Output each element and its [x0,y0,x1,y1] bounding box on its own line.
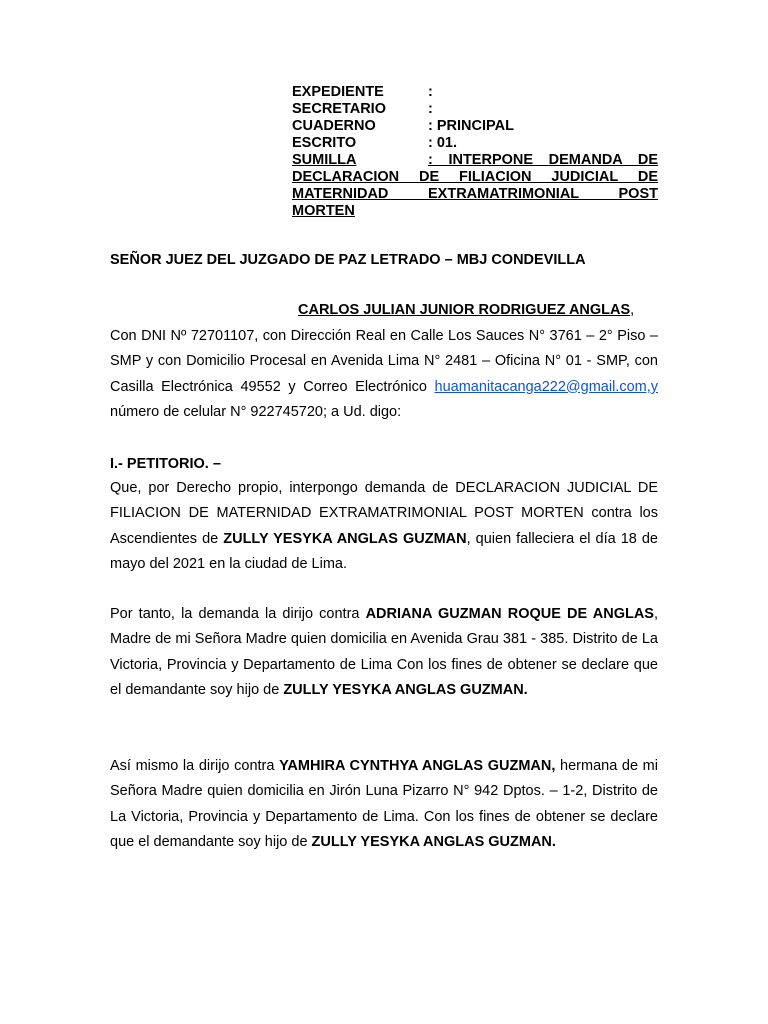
secretario-row [292,101,658,118]
escrito-label: ESCRITO [292,135,357,151]
p2-name-2: ZULLY YESYKA ANGLAS GUZMAN. [283,682,528,699]
p1-text-c: , quien falleciera el día 18 de mayo del 2021 en la ciudad de Lima. [110,530,658,573]
cuaderno-row [292,118,658,135]
sumilla-line-2: DECLARACION DE FILIACION JUDICIAL DE [292,169,658,185]
cuaderno-value: : PRINCIPAL [428,118,514,134]
petitorio-paragraph-3 [110,754,658,856]
p2-name: ADRIANA GUZMAN ROQUE DE ANGLAS [365,606,654,622]
email-link[interactable]: huamanitacanga222@gmail.com,y [434,378,658,395]
p3-text-a: Así mismo la dirijo contra [110,758,280,774]
p2-text-a: Por tanto, la demanda la dirijo contra [110,606,366,622]
petitorio-heading: I.- PETITORIO. – [110,456,221,472]
sumilla-line-3: MATERNIDAD EXTRAMATRIMONIAL POST [292,186,658,202]
cuaderno-label: CUADERNO [292,118,376,134]
sumilla-value: : INTERPONE DEMANDA DE [428,152,658,168]
addressee-line: SEÑOR JUEZ DEL JUZGADO DE PAZ LETRADO – MBJ CONDEVILLA [110,252,586,268]
plaintiff-comma: , [630,302,635,318]
petitorio-paragraph-2 [110,602,658,704]
p3-name-2: ZULLY YESYKA ANGLAS GUZMAN. [311,834,556,851]
plaintiff-intro [110,324,658,426]
plaintiff-name: CARLOS JULIAN JUNIOR RODRIGUEZ ANGLAS [298,302,631,318]
petitorio-paragraph-1 [110,476,658,578]
p1-name: ZULLY YESYKA ANGLAS GUZMAN [223,530,467,547]
escrito-value: : 01. [428,135,458,151]
secretario-label: SECRETARIO [292,101,386,117]
p2-text-c: , Madre de mi Señora Madre quien domicilia en Avenida Grau 381 - 385. Distrito de La Victoria, Provincia y Departamento de Lima Con los fines de obtener se declare que el demandante soy hijo de [110,606,658,699]
sumilla-label: SUMILLA [292,152,357,168]
plaintiff-intro-tail: número de celular N° 922745720; a Ud. digo: [110,404,402,421]
expediente-row [292,84,658,101]
sumilla-line-4: MORTEN [292,203,355,219]
p1-text-a: Que, por Derecho propio, interpongo demanda de DECLARACION JUDICIAL DE FILIACION DE MATERNIDAD EXTRAMATRIMONIAL POST MORTEN contra los Ascendientes de [110,480,658,547]
expediente-value: : [428,84,433,100]
case-header [292,84,658,220]
escrito-row [292,135,658,152]
p3-name: YAMHIRA CYNTHYA ANGLAS GUZMAN, [279,758,556,774]
plaintiff-name-line [298,302,634,318]
expediente-label: EXPEDIENTE [292,84,384,100]
p3-text-c: hermana de mi Señora Madre quien domicilia en Jirón Luna Pizarro N° 942 Dptos. – 1-2, Distrito de La Victoria, Provincia y Departamento de Lima. Con los fines de obtener se declare que el demandante soy hijo de [110,758,658,851]
sumilla-row [292,152,658,169]
secretario-value: : [428,101,433,117]
plaintiff-intro-text: Con DNI Nº 72701107, con Dirección Real en Calle Los Sauces N° 3761 – 2° Piso – SMP y con Domicilio Procesal en Avenida Lima N° 2481 – Oficina N° 01 - SMP, con Casilla Electrónica 49552 y Correo Electrónico [110,328,658,395]
